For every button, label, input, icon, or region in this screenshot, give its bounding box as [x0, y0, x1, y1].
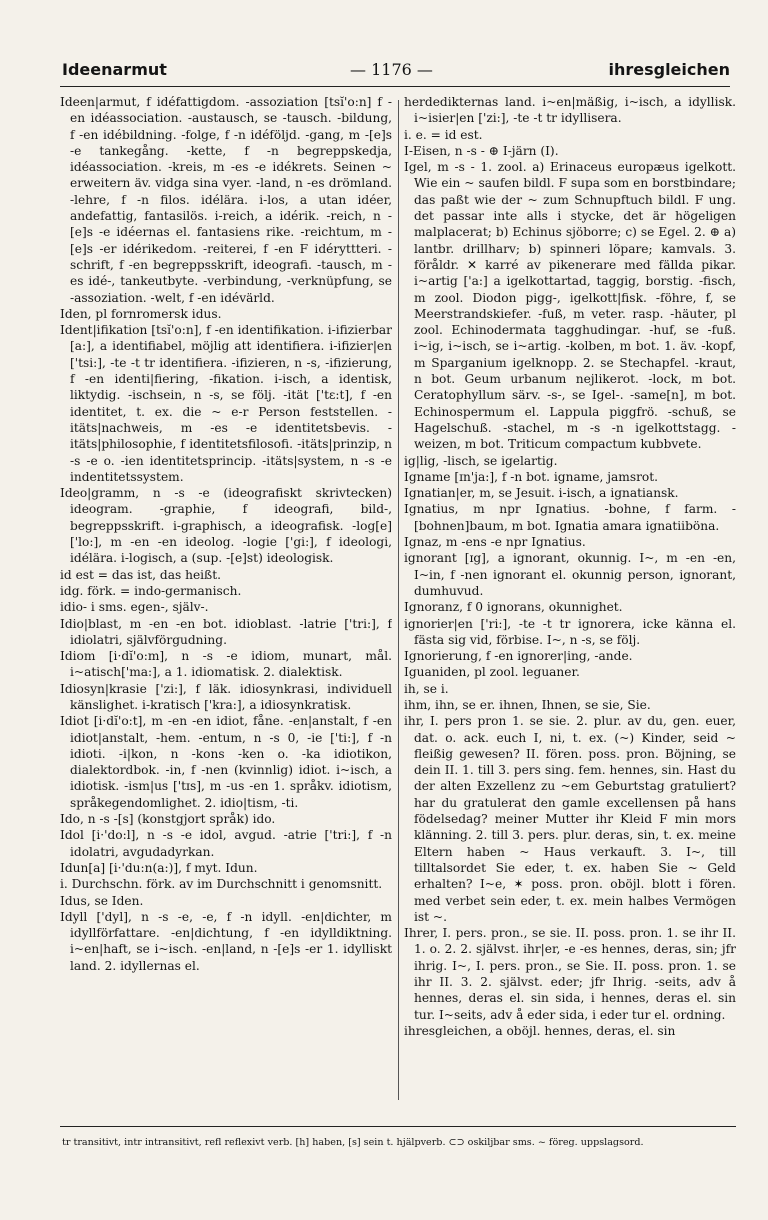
page-number: — 1176 — [350, 60, 433, 79]
entry: Ihrer, I. pers. pron., se sie. II. poss. pron. 1. se ihr II. 1. o. 2. 2. självst. ihr|er, -e -es hennes, deras, sin; jfr ihrig. I~, I. pers. pron., se Sie. II. poss. pron. 1. se ihr II. 3. 2. självst. eder; jfr Ihrig. -seits, adv å hennes, deras el. sin sida, i hennes, deras el. sin tur. I~seits, adv å eder sida, i eder tur el. ordning. [404, 926, 736, 1022]
entry: Ident|ifikation [tsĭ'o:n], f -en identifikation. i-ifizierbar [a:], a identifiabel, möjlig att identifiera. i-ifizier|en ['tsi:], -te -t tr identifiera. -ifizieren, n -s, -ifizierung, f -en identi|fiering, -fikation. i-isch, a identisk, liktydig. -ischsein, n -s, se följ. -ität ['tɛ:t], f -en identitet, t. ex. die ~ e-r Person feststellen. -itäts|nachweis, m -es -e identitetsbevis. -itäts|philosophie, f identitetsfilosofi. -itäts|prinzip, n -s -e o. -ien identitetsprincip. -itäts|system, n -s -e indentitetssystem. [60, 323, 392, 484]
entry: Ideo|gramm, n -s -e (ideografiskt skrivtecken) ideogram. -graphie, f ideografi, bild-, begreppsskrift. i-graphisch, a ideografisk. -log[e] ['lo:], m -en -en ideolog. -logie ['gi:], f ideologi, idélära. i-logisch, a (sup. -[e]st) ideologisk. [60, 486, 392, 566]
entry: ih, se i. [404, 681, 449, 696]
entry: Ignatian|er, m, se Jesuit. i-isch, a ignatiansk. [404, 486, 679, 501]
entry: ihresgleichen, a oböjl. hennes, deras, el. sin [404, 1023, 676, 1038]
entry: ignorant [ɪg], a ignorant, okunnig. I~, m -en -en, I~in, f -nen ignorant el. okunnig person, ignorant, dumhuvud. [404, 551, 736, 598]
entry: ig|lig, -lisch, se igelartig. [404, 453, 558, 468]
entry: Idiom [i·dĭ'o:m], n -s -e idiom, munart, mål. i~atisch['ma:], a 1. idiomatisk. 2. dialektisk. [60, 649, 392, 680]
entry: ignorier|en ['ri:], -te -t tr ignorera, icke känna el. fästa sig vid, förbise. I~, n -s, se följ. [404, 616, 736, 647]
entry: Idun[a] [i·'du:n(a:)], f myt. Idun. [60, 860, 258, 875]
footer-rule [60, 1126, 736, 1127]
entry: Ido, n -s -[s] (konstgjort språk) ido. [60, 812, 276, 827]
entry: Idio|blast, m -en -en bot. idioblast. -latrie ['tri:], f idiolatri, självförgudning. [60, 616, 392, 647]
abbreviation-key: tr transitivt, intr intransitivt, refl reflexivt verb. [h] haben, [s] sein t. hjälpverb. ⊂⊃ oskiljbar sms. ~ föreg. uppslagsord. [62, 1137, 644, 1148]
entry: Ignaz, m -ens -e npr Ignatius. [404, 535, 586, 550]
running-head-right: ihresgleichen [608, 60, 730, 79]
entry: Idiosyn|krasie ['zi:], f läk. idiosynkrasi, individuell känslighet. i-kratisch ['kra:], a idiosynkratisk. [60, 681, 392, 712]
entry: idg. förk. = indo-germanisch. [60, 583, 242, 598]
entry: Ignatius, m npr Ignatius. -bohne, f farm. -[bohnen]baum, m bot. Ignatia amara ignatiiböna. [404, 502, 736, 533]
entry: Igname [ɪn'ja:], f -n bot. igname, jamsrot. [404, 469, 659, 484]
entry: I-Eisen, n -s - ⊕ I-järn (I). [404, 143, 559, 158]
running-head-left: Ideenarmut [62, 60, 167, 79]
entry: id est = das ist, das heißt. [60, 567, 221, 582]
entry: ihr, I. pers pron 1. se sie. 2. plur. av du, gen. euer, dat. o. ack. euch I, ni, t. ex. (~) Kinder, seid ~ fleißig gewesen? II. fören. poss. pron. Böjning, se dein II. 1. till 3. pers sing. fem. hennes, sin. Hast du der alten Exzellenz zu ~em Geburtstag gratuliert? har du gratulerat den gamle excellensen på hans födelsedag? meiner Mutter ihr Kleid F min mors klänning. 2. till 3. pers. plur. deras, sin, t. ex. meine Eltern haben ~ Haus verkauft. 3. I~, till tilltalsordet Sie eder, t. ex. haben Sie ~ Geld erhalten? I~e, ✶ poss. pron. oböjl. blott i fören. med verbet sein eder, t. ex. mein halbes Vermögen ist ~. [404, 714, 736, 924]
entry: i. Durchschn. förk. av im Durchschnitt i genomsnitt. [60, 877, 383, 892]
entry: Ignoranz, f 0 ignorans, okunnighet. [404, 600, 623, 615]
entry: Idol [i·'do:l], n -s -e idol, avgud. -atrie ['tri:], f -n idolatri, avgudadyrkan. [60, 828, 392, 859]
entry: Iden, pl fornromersk idus. [60, 306, 222, 321]
entry: Ideen|armut, f idéfattigdom. -assoziation [tsĭ'o:n] f -en idéassociation. -austausch, se -tausch. -bildung, f -en idébildning. -folge, f -n idéföljd. -gang, m -[e]s -e tankegång. -kette, f -n begreppskedja, idéassociation. -kreis, m -es -e idékrets. Seinen ~ erweitern äv. vidga sina vyer. -land, n -es drömland. -lehre, f -n filos. idélära. i-los, a utan idéer, andefattig, fantasilös. i-reich, a idérik. -reich, n -[e]s -e idéernas el. fantasiens rike. -reichtum, m -[e]s -er idérikedom. -reiterei, f -en F idéryttteri. -schrift, f -en begreppsskrift, ideografi. -tausch, m -es idé-, tankeutbyte. -verbindung, -verknüpfung, se -assoziation. -welt, f -en idévärld. [60, 95, 392, 305]
entry: Ignorierung, f -en ignorer|ing, -ande. [404, 649, 633, 664]
right-column [404, 94, 736, 1108]
entry: Igel, m -s - 1. zool. a) Erinaceus europæus igelkott. Wie ein ~ saufen bildl. F supa som en borstbindare; das paßt wie der ~ zum Schnupftuch bildl. F ung. det passar inte alls i stycke, det är högeligen malplacerat; b) Echinus sjöborre; c) se Egel. 2. ⊕ a) lantbr. drillharv; b) spinneri löpare; kamvals. 3. föråldr. ✕ karré av pikenerare med fällda pikar. i~artig ['a:] a igelkottartad, taggig, borstig. -fisch, m zool. Diodon pigg-, igelkott|fisk. -föhre, f, se Meerstrandskiefer. -fuß, m veter. rasp. -häuter, pl zool. Echinodermata tagghudingar. -huf, se -fuß. i~ig, i~isch, se i~artig. -kolben, m bot. 1. äv. -kopf, m Sparganium igelknopp. 2. se Stechapfel. -kraut, n bot. Geum urbanum nejlikerot. -lock, m bot. Ceratophyllum särv. -s-, se Igel-. -same[n], m bot. Echinospermum el. Lappula piggfrö. -schuß, se Hagelschuß. -stachel, m -s -n igelkottstagg. -weizen, m bot. Triticum compactum kubbvete. [404, 160, 736, 452]
entry: Idus, se Iden. [60, 893, 144, 908]
entry: idio- i sms. egen-, själv-. [60, 600, 209, 615]
entry: i. e. = id est. [404, 127, 483, 142]
entry: Idiot [i·dĭ'o:t], m -en -en idiot, fåne. -en|anstalt, f -en idiot|anstalt, -hem. -entum, n -s 0, -ie ['ti:], f -n idioti. -i|kon, n -kons -ken o. -ka idiotikon, dialektordbok. -in, f -nen (kvinnlig) idiot. i~isch, a idiotisk. -ism|us ['tɪs], m -us -en 1. språkv. idiotism, språkegendomlighet. 2. idio|tism, -ti. [60, 714, 392, 810]
left-column [60, 94, 392, 1108]
entry-columns [60, 94, 736, 1108]
entry: Idyll ['dyl], n -s -e, -e, f -n idyll. -en|dichter, m idyllförfattare. -en|dichtung, f -en idylldiktning. i~en|haft, se i~isch. -en|land, n -[e]s -er 1. idylliskt land. 2. idyllernas el. [60, 909, 392, 973]
header-rule [60, 86, 730, 87]
entry: ihm, ihn, se er. ihnen, Ihnen, se sie, Sie. [404, 697, 651, 712]
entry: Iguaniden, pl zool. leguaner. [404, 665, 580, 680]
entry: herdedikternas land. i~en|mäßig, i~isch, a idyllisk. i~isier|en ['zi:], -te -t tr idyllisera. [404, 95, 736, 126]
